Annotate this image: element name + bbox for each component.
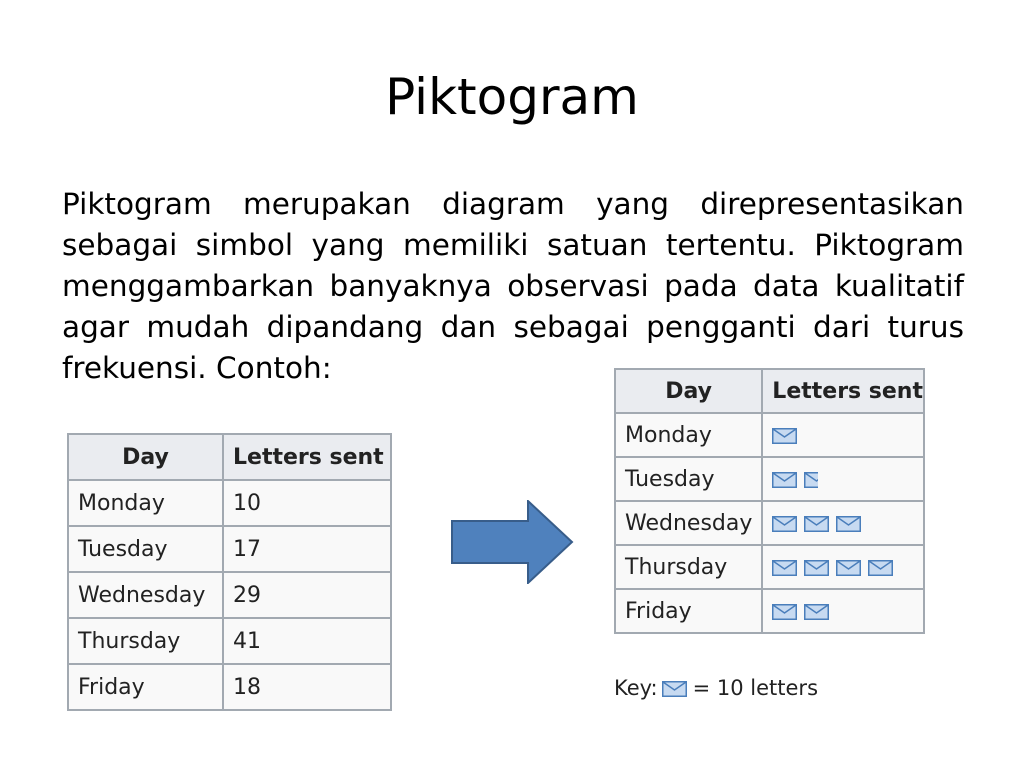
table-row	[615, 589, 924, 633]
pictogram-cell	[762, 589, 924, 633]
envelope-icon	[772, 604, 797, 620]
day-cell: Wednesday	[68, 572, 223, 618]
header-letters-sent: Letters sent	[762, 369, 924, 413]
table-row	[68, 618, 391, 664]
table-header-row	[68, 434, 391, 480]
envelope-icon	[836, 560, 861, 576]
header-day: Day	[68, 434, 223, 480]
table-row	[615, 545, 924, 589]
envelope-icon	[836, 516, 861, 532]
value-cell: 41	[223, 618, 391, 664]
header-day: Day	[615, 369, 762, 413]
value-cell: 18	[223, 664, 391, 710]
pictogram-cell	[762, 457, 924, 501]
day-cell: Thursday	[615, 545, 762, 589]
value-cell: 17	[223, 526, 391, 572]
key-value: = 10 letters	[692, 676, 819, 700]
day-cell: Wednesday	[615, 501, 762, 545]
day-cell: Thursday	[68, 618, 223, 664]
day-cell: Tuesday	[68, 526, 223, 572]
day-cell: Friday	[68, 664, 223, 710]
envelope-icon	[772, 560, 797, 576]
value-cell: 29	[223, 572, 391, 618]
day-cell: Tuesday	[615, 457, 762, 501]
slide-body-text: Piktogram merupakan diagram yang direpresentasikan sebagai simbol yang memiliki satuan tertentu. Piktogram menggambarkan banyaknya observasi pada data kualitatif agar mudah dipandang dan sebagai pengganti dari turus frekuensi. Contoh:	[62, 187, 964, 385]
table-row	[615, 457, 924, 501]
key-label: Key:	[614, 676, 658, 700]
pictogram-cell	[762, 413, 924, 457]
pictogram-table	[614, 368, 925, 634]
envelope-icon	[804, 604, 829, 620]
envelope-icon	[772, 428, 797, 444]
envelope-icon	[868, 560, 893, 576]
pictogram-key	[614, 676, 818, 700]
pictogram-cell	[762, 501, 924, 545]
envelope-icon	[662, 681, 687, 697]
day-cell: Monday	[615, 413, 762, 457]
letters-count-table	[67, 433, 392, 711]
table-row	[615, 413, 924, 457]
day-cell: Monday	[68, 480, 223, 526]
table-row	[68, 664, 391, 710]
right-arrow-icon	[451, 500, 575, 584]
table-row	[615, 501, 924, 545]
table-row	[68, 526, 391, 572]
table-row	[68, 572, 391, 618]
value-cell: 10	[223, 480, 391, 526]
partial-envelope-icon	[804, 472, 818, 488]
envelope-icon	[772, 516, 797, 532]
envelope-icon	[804, 516, 829, 532]
day-cell: Friday	[615, 589, 762, 633]
pictogram-cell	[762, 545, 924, 589]
table-header-row	[615, 369, 924, 413]
envelope-icon	[804, 560, 829, 576]
header-letters-sent: Letters sent	[223, 434, 391, 480]
slide-title: Piktogram	[385, 68, 639, 126]
envelope-icon	[772, 472, 797, 488]
table-row	[68, 480, 391, 526]
